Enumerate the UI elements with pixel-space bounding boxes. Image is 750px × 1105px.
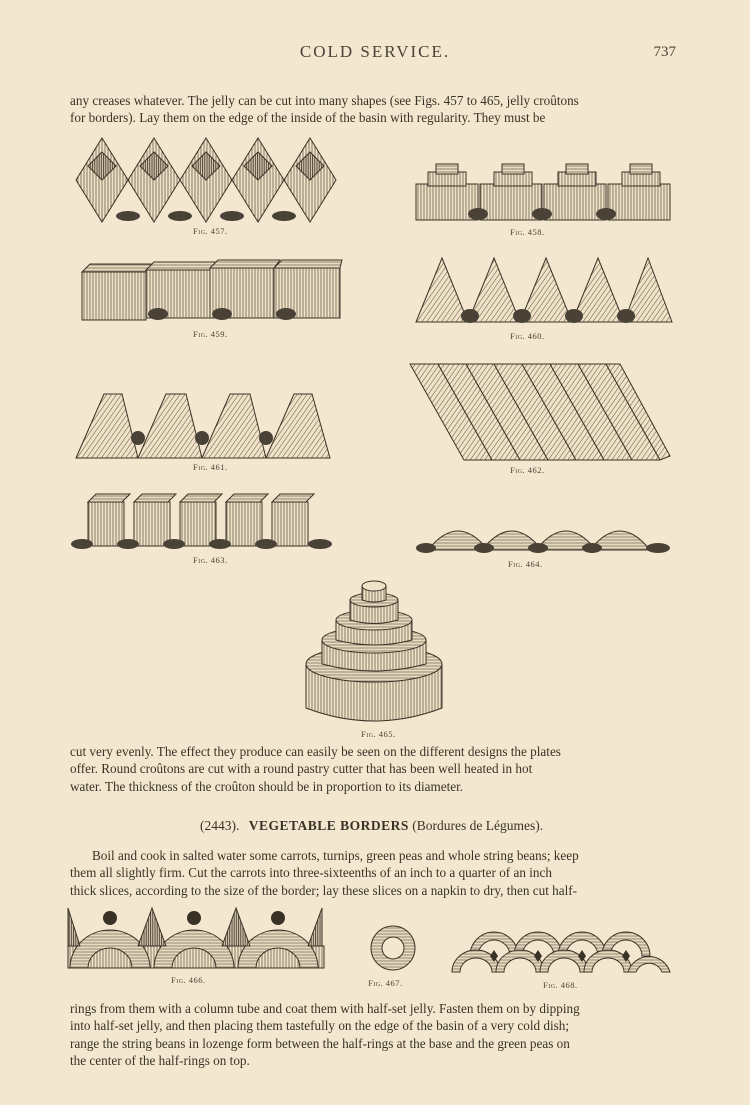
intro-paragraph <box>70 92 678 127</box>
section-title: VEGETABLE BORDERS <box>248 818 409 833</box>
caption-fig-459: Fig. 459. <box>193 329 228 339</box>
caption-fig-468: Fig. 468. <box>543 980 578 990</box>
text-line: range the string beans in lozenge form between the half-rings at the base and the green peas on <box>70 1035 570 1051</box>
figure-464-half-domes <box>414 512 674 554</box>
figure-463-cubes <box>70 492 336 552</box>
text-line: Boil and cook in salted water some carrots, turnips, green peas and whole string beans; keep <box>92 848 579 863</box>
text-line: them all slightly firm. Cut the carrots into three-sixteenths of an inch to a quarter of an inch <box>70 865 552 881</box>
caption-fig-465: Fig. 465. <box>361 729 396 739</box>
text-line: offer. Round croûtons are cut with a round pastry cutter that has been well heated in hot <box>70 761 533 777</box>
caption-fig-458: Fig. 458. <box>510 227 545 237</box>
vegetable-borders-paragraph <box>70 847 674 899</box>
half-rings-paragraph <box>70 1000 670 1070</box>
section-french-title: (Bordures de Légumes). <box>412 818 544 833</box>
figure-458-stepped-blocks <box>414 162 674 224</box>
caption-fig-462: Fig. 462. <box>510 465 545 475</box>
caption-fig-467: Fig. 467. <box>368 978 403 988</box>
text-line: into half-set jelly, and then placing them tastefully on the edge of the basin of a very cold dish; <box>70 1018 570 1034</box>
figure-468-half-ring-border <box>450 926 672 974</box>
figure-457-lozenge-croutons <box>74 136 340 224</box>
section-heading <box>200 818 543 834</box>
figure-461-trapezoids <box>74 392 332 460</box>
text-line: any creases whatever. The jelly can be cut into many shapes (see Figs. 457 to 465, jelly croûtons <box>70 93 579 108</box>
text-line: cut very evenly. The effect they produce can easily be seen on the different designs the plates <box>70 744 561 759</box>
text-line: the center of the half-rings on top. <box>70 1053 250 1069</box>
text-line: water. The thickness of the croûton should be in proportion to its diameter. <box>70 778 464 794</box>
caption-fig-463: Fig. 463. <box>193 555 228 565</box>
caption-fig-460: Fig. 460. <box>510 331 545 341</box>
text-line: thick slices, according to the size of the border; lay these slices on a napkin to dry, then cut half- <box>70 882 578 898</box>
croutons-paragraph <box>70 743 674 795</box>
text-line: rings from them with a column tube and coat them with half-set jelly. Fasten them on by dipping <box>70 1001 580 1016</box>
figure-460-triangles <box>414 256 674 326</box>
caption-fig-466: Fig. 466. <box>171 975 206 985</box>
running-head: COLD SERVICE. <box>299 42 451 61</box>
text-line: for borders). Lay them on the edge of the inside of the basin with regularity. They must be <box>70 110 546 126</box>
caption-fig-461: Fig. 461. <box>193 462 228 472</box>
page-number: 737 <box>653 44 676 60</box>
figure-462-slanted-croutons <box>408 360 672 464</box>
figure-467-carrot-ring <box>369 924 417 972</box>
figure-459-rectangular-blocks <box>80 258 344 324</box>
caption-fig-457: Fig. 457. <box>193 226 228 236</box>
section-number: (2443). <box>200 818 240 833</box>
figure-465-tiered-round-croutons <box>302 578 446 724</box>
caption-fig-464: Fig. 464. <box>508 559 543 569</box>
figure-466-vegetable-border <box>66 906 328 972</box>
